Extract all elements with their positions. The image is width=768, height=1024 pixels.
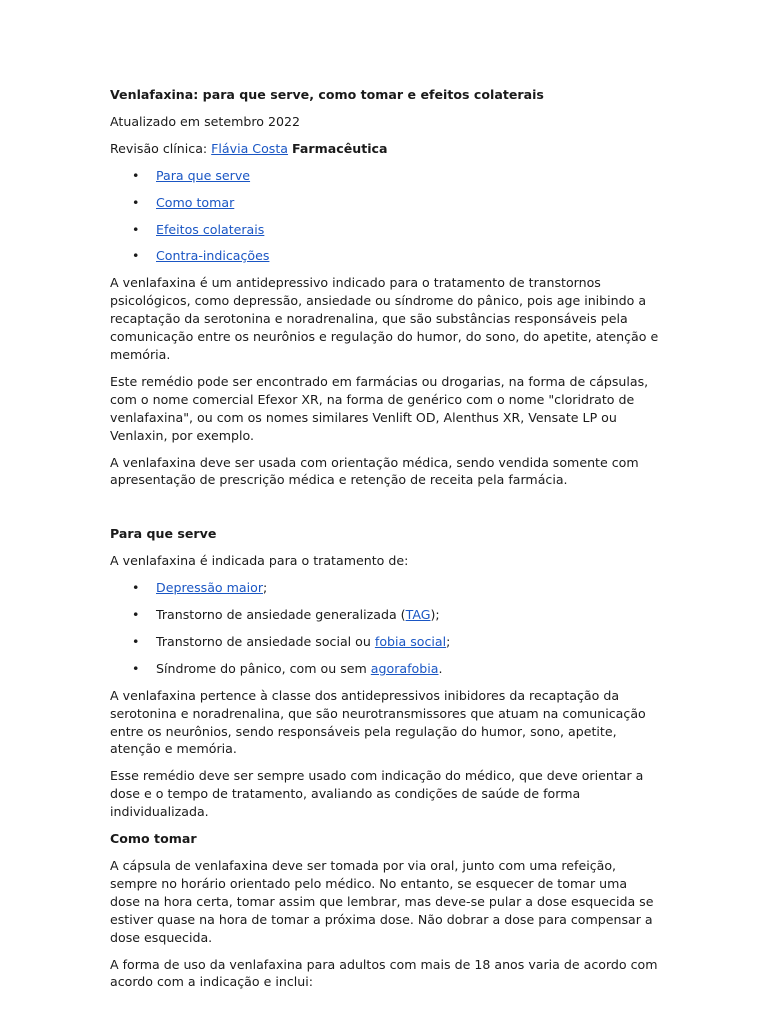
- indication-item: [110, 660, 660, 678]
- indication-link[interactable]: agorafobia: [370, 660, 439, 676]
- section-heading-como-tomar: Como tomar: [110, 831, 197, 847]
- updated-date: Atualizado em setembro 2022: [110, 113, 300, 129]
- reviewer-role: Farmacêutica: [292, 140, 388, 156]
- intro-paragraph: Este remédio pode ser encontrado em farmácias ou drogarias, na forma de cápsulas, com o nome comercial Efexor XR, na forma de genérico com o nome "cloridrato de venlafaxina", ou com os nomes similares Venlift OD, Alenthus XR, Vensate LP ou Venlaxin, por exemplo.: [110, 373, 649, 443]
- body-paragraph: A forma de uso da venlafaxina para adultos com mais de 18 anos varia de acordo com acordo com a indicação e inclui:: [110, 956, 658, 990]
- indications-list: [110, 579, 660, 678]
- toc-link-efeitos-colaterais[interactable]: Efeitos colaterais: [156, 221, 265, 237]
- item-text: ;: [263, 580, 268, 596]
- indication-link[interactable]: TAG: [405, 607, 431, 623]
- reviewer-link[interactable]: Flávia Costa: [211, 140, 289, 156]
- body-paragraph: A venlafaxina pertence à classe dos antidepressivos inibidores da recaptação da serotonina e noradrenalina, que são neurotransmissores que atuam na comunicação entre os neurônios, sendo responsáveis pela regulação do humor, sono, apetite, atenção e memória.: [110, 687, 646, 757]
- toc-item: [110, 167, 660, 185]
- toc-link-como-tomar[interactable]: Como tomar: [156, 194, 235, 210]
- item-text: Transtorno de ansiedade social ou: [156, 633, 375, 649]
- indication-link[interactable]: Depressão maior: [156, 580, 264, 596]
- toc-item: [110, 221, 660, 239]
- intro-paragraph: A venlafaxina deve ser usada com orientação médica, sendo vendida somente com apresentação de prescrição médica e retenção de receita pela farmácia.: [110, 454, 639, 488]
- table-of-contents: [110, 167, 660, 266]
- item-text: ;: [446, 633, 451, 649]
- review-line: [110, 140, 660, 158]
- review-prefix: Revisão clínica:: [110, 140, 212, 156]
- indication-item: [110, 606, 660, 624]
- intro-paragraph: A venlafaxina é um antidepressivo indicado para o tratamento de transtornos psicológicos, como depressão, ansiedade ou síndrome do pânico, pois age inibindo a recaptação da serotonina e noradrenalina, que são substâncias responsáveis pela comunicação entre os neurônios e regulação do humor, do sono, do apetite, atenção e memória.: [110, 275, 659, 362]
- section-heading-para-que-serve: Para que serve: [110, 526, 217, 542]
- item-text: .: [438, 660, 443, 676]
- item-text: );: [430, 607, 440, 623]
- toc-item: [110, 194, 660, 212]
- section-lead: A venlafaxina é indicada para o tratamento de:: [110, 553, 409, 569]
- toc-item: [110, 247, 660, 265]
- document-page: [110, 86, 660, 991]
- body-paragraph: Esse remédio deve ser sempre usado com indicação do médico, que deve orientar a dose e o tempo de tratamento, avaliando as condições de saúde de forma individualizada.: [110, 768, 644, 820]
- indication-link[interactable]: fobia social: [374, 633, 447, 649]
- toc-link-contra-indicacoes[interactable]: Contra-indicações: [156, 248, 270, 264]
- indication-item: [110, 579, 660, 597]
- item-text: Transtorno de ansiedade generalizada (: [156, 607, 406, 623]
- toc-link-para-que-serve[interactable]: Para que serve: [156, 167, 251, 183]
- article-title: Venlafaxina: para que serve, como tomar e efeitos colaterais: [110, 87, 544, 102]
- item-text: Síndrome do pânico, com ou sem: [156, 660, 371, 676]
- body-paragraph: A cápsula de venlafaxina deve ser tomada por via oral, junto com uma refeição, sempre no horário orientado pelo médico. No entanto, se esquecer de tomar uma dose na hora certa, tomar assim que lembrar, mas deve-se pular a dose esquecida se estiver quase na hora de tomar a próxima dose. Não dobrar a dose para compensar a dose esquecida.: [110, 858, 654, 945]
- indication-item: [110, 633, 660, 651]
